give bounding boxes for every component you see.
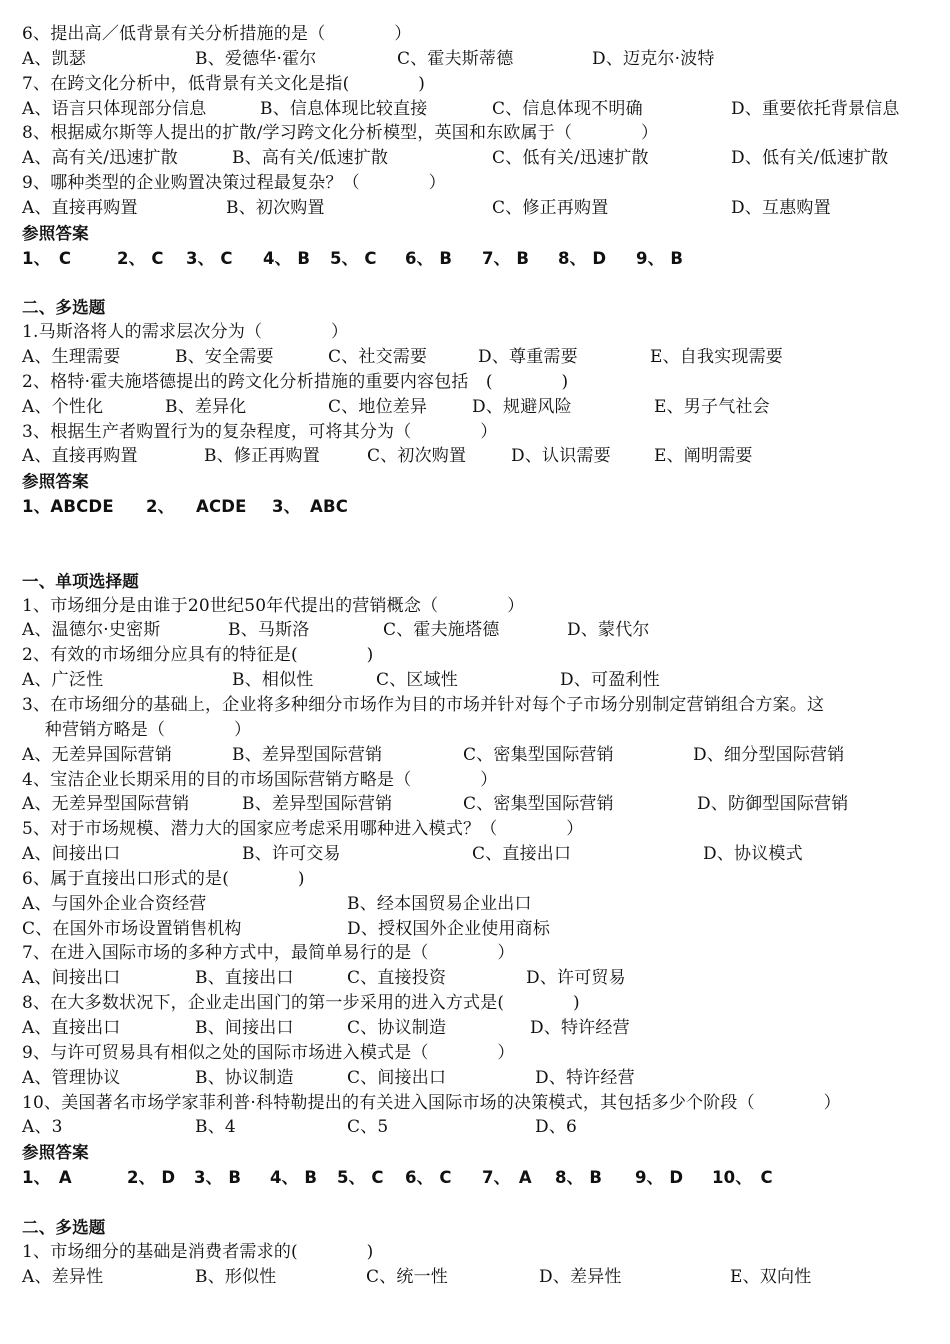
option-text: A、温德尔·史密斯 xyxy=(22,620,161,641)
option-text: D、细分型国际营销 xyxy=(693,744,845,765)
options-line xyxy=(0,743,950,768)
options-line xyxy=(0,345,950,370)
answer-key-line xyxy=(0,246,950,271)
answer-item: 2、 C xyxy=(117,248,164,268)
option-text: D、许可贸易 xyxy=(526,968,626,989)
option-text: A、间接出口 xyxy=(22,844,121,865)
answer-item: 10、 C xyxy=(712,1168,773,1188)
question-line xyxy=(0,1091,950,1116)
option-text: C、密集型国际营销 xyxy=(463,794,614,815)
question-line xyxy=(0,718,950,743)
option-text: C、霍夫施塔德 xyxy=(383,620,500,641)
answer-item: 5、 C xyxy=(330,248,377,268)
answer-item: 2、 D xyxy=(127,1168,176,1188)
option-text: C、直接出口 xyxy=(472,844,572,865)
question-line xyxy=(0,867,950,892)
question-line xyxy=(0,643,950,668)
options-line xyxy=(0,1115,950,1140)
options-line xyxy=(0,842,950,867)
option-text: C、统一性 xyxy=(366,1266,449,1287)
question-line xyxy=(0,1240,950,1265)
option-text: E、阐明需要 xyxy=(654,446,753,467)
question-text: 9、哪种类型的企业购置决策过程最复杂？（ ） xyxy=(22,173,446,194)
answer-item: 1、ABCDE xyxy=(22,497,114,517)
option-text: A、语言只体现部分信息 xyxy=(22,98,207,119)
answer-item: 7、 B xyxy=(482,248,530,268)
question-line xyxy=(0,693,950,718)
option-text: B、差异化 xyxy=(165,396,247,417)
options-line xyxy=(0,146,950,171)
options-line xyxy=(0,1066,950,1091)
options-line xyxy=(0,668,950,693)
option-text: C、低有关/迅速扩散 xyxy=(492,148,649,169)
option-text: D、尊重需要 xyxy=(478,347,578,368)
option-text: B、差异型国际营销 xyxy=(242,794,393,815)
heading-text: 一、单项选择题 xyxy=(22,571,139,591)
question-text: 3、在市场细分的基础上，企业将多种细分市场作为目的市场并针对每个子市场分别制定营销组合方案。这 xyxy=(22,694,825,715)
option-text: A、生理需要 xyxy=(22,347,121,368)
option-text: B、马斯洛 xyxy=(228,620,310,641)
option-text: B、爱德华·霍尔 xyxy=(195,48,317,69)
section-heading xyxy=(0,569,950,594)
question-text: 10、美国著名市场学家菲利普·科特勒提出的有关进入国际市场的决策模式，其包括多少个阶段（ ） xyxy=(22,1092,841,1113)
option-text: A、无差异型国际营销 xyxy=(22,794,190,815)
question-line xyxy=(0,991,950,1016)
answer-item: 8、 D xyxy=(558,248,607,268)
option-text: B、初次购置 xyxy=(226,197,325,218)
options-line xyxy=(0,1265,950,1290)
option-text: E、自我实现需要 xyxy=(650,347,784,368)
options-line xyxy=(0,1016,950,1041)
question-text: 7、在跨文化分析中，低背景有关文化是指( ) xyxy=(22,73,426,94)
blank-line xyxy=(0,1190,950,1215)
option-text: A、与国外企业合资经营 xyxy=(22,893,207,914)
option-text: A、直接出口 xyxy=(22,1018,121,1038)
option-text: B、协议制造 xyxy=(195,1067,294,1088)
option-text: A、高有关/迅速扩散 xyxy=(22,148,179,169)
blank-line xyxy=(0,271,950,296)
section-heading xyxy=(0,1215,950,1240)
question-text: 4、宝洁企业长期采用的目的市场国际营销方略是（ ） xyxy=(22,769,498,790)
question-line xyxy=(0,72,950,97)
question-line xyxy=(0,768,950,793)
answer-item: 1、 A xyxy=(22,1168,72,1188)
option-text: C、社交需要 xyxy=(328,347,428,368)
option-text: C、协议制造 xyxy=(347,1018,447,1038)
option-text: D、差异性 xyxy=(539,1266,622,1287)
option-text: D、认识需要 xyxy=(511,446,611,467)
options-line xyxy=(0,97,950,122)
option-text: C、间接出口 xyxy=(347,1067,447,1088)
question-text: 8、根据威尔斯等人提出的扩散/学习跨文化分析模型，英国和东欧属于（ ） xyxy=(22,123,659,144)
answer-item: 3、 C xyxy=(186,248,233,268)
option-text: A、无差异国际营销 xyxy=(22,744,173,765)
option-text: C、5 xyxy=(347,1117,389,1138)
answer-item: 6、 B xyxy=(405,248,453,268)
option-text: C、在国外市场设置销售机构 xyxy=(22,918,242,939)
blank-line xyxy=(0,519,950,544)
section-heading xyxy=(0,1140,950,1165)
option-text: D、6 xyxy=(535,1117,578,1138)
question-text: 1、市场细分的基础是消费者需求的( ) xyxy=(22,1241,374,1262)
option-text: B、修正再购置 xyxy=(204,446,320,467)
answer-item: 4、 B xyxy=(263,248,311,268)
question-text: 6、属于直接出口形式的是( ) xyxy=(22,868,305,889)
option-text: D、重要依托背景信息 xyxy=(731,98,900,119)
options-line xyxy=(0,395,950,420)
answer-item: ABC xyxy=(310,497,349,517)
option-text: E、男子气社会 xyxy=(654,396,770,417)
answer-item: 8、 B xyxy=(555,1168,603,1188)
options-line xyxy=(0,196,950,221)
heading-text: 参照答案 xyxy=(22,472,89,492)
option-text: B、差异型国际营销 xyxy=(232,744,383,765)
question-line xyxy=(0,594,950,619)
option-text: D、防御型国际营销 xyxy=(697,794,849,815)
question-text: 1.马斯洛将人的需求层次分为（ ） xyxy=(22,322,349,343)
question-line xyxy=(0,941,950,966)
answer-item: 7、 A xyxy=(482,1168,532,1188)
options-line xyxy=(0,444,950,469)
question-text: 5、对于市场规模、潜力大的国家应考虑采用哪种进入模式？（ ） xyxy=(22,819,584,840)
option-text: D、授权国外企业使用商标 xyxy=(347,918,551,939)
option-text: A、直接再购置 xyxy=(22,446,138,467)
answer-item: 5、 C xyxy=(337,1168,384,1188)
option-text: B、许可交易 xyxy=(242,844,341,865)
option-text: D、特许经营 xyxy=(535,1067,635,1088)
options-line xyxy=(0,966,950,991)
answer-item: 6、 C xyxy=(405,1168,452,1188)
option-text: A、凯瑟 xyxy=(22,48,87,69)
option-text: B、直接出口 xyxy=(195,968,294,989)
answer-item: 3、 xyxy=(272,497,301,517)
question-text: 8、在大多数状况下，企业走出国门的第一步采用的进入方式是( ) xyxy=(22,993,580,1014)
question-line xyxy=(0,22,950,47)
question-line xyxy=(0,370,950,395)
heading-text: 二、多选题 xyxy=(22,298,106,318)
question-text: 2、格特·霍夫施塔德提出的跨文化分析措施的重要内容包括 ( ) xyxy=(22,371,569,392)
option-text: B、经本国贸易企业出口 xyxy=(347,893,532,914)
option-text: D、规避风险 xyxy=(472,396,572,417)
question-text: 1、市场细分是由谁于20世纪50年代提出的营销概念（ ） xyxy=(22,595,525,616)
option-text: D、蒙代尔 xyxy=(567,620,650,641)
answer-item: 3、 B xyxy=(194,1168,242,1188)
heading-text: 参照答案 xyxy=(22,1143,89,1163)
option-text: C、直接投资 xyxy=(347,968,447,989)
options-line xyxy=(0,917,950,942)
question-text: 种营销方略是（ ） xyxy=(22,719,252,740)
question-line xyxy=(0,121,950,146)
heading-text: 参照答案 xyxy=(22,223,89,243)
option-text: C、初次购置 xyxy=(367,446,467,467)
option-text: C、区域性 xyxy=(376,670,459,691)
answer-item: 1、 C xyxy=(22,248,72,268)
answer-item: 9、 D xyxy=(635,1168,684,1188)
question-text: 9、与许可贸易具有相似之处的国际市场进入模式是（ ） xyxy=(22,1042,515,1063)
option-text: C、地位差异 xyxy=(328,396,428,417)
option-text: B、4 xyxy=(195,1117,236,1138)
question-line xyxy=(0,1041,950,1066)
blank-line xyxy=(0,544,950,569)
option-text: D、低有关/低速扩散 xyxy=(731,148,889,169)
option-text: B、安全需要 xyxy=(175,347,274,368)
option-text: D、互惠购置 xyxy=(731,197,831,218)
options-line xyxy=(0,618,950,643)
answer-item: 2、 xyxy=(146,497,175,517)
answer-key-line xyxy=(0,1165,950,1190)
option-text: A、差异性 xyxy=(22,1266,104,1287)
options-line xyxy=(0,892,950,917)
option-text: B、信息体现比较直接 xyxy=(260,98,428,119)
question-line xyxy=(0,817,950,842)
option-text: D、可盈利性 xyxy=(560,670,660,691)
question-text: 2、有效的市场细分应具有的特征是( ) xyxy=(22,645,374,666)
options-line xyxy=(0,792,950,817)
answer-item: 9、 B xyxy=(636,248,684,268)
option-text: B、间接出口 xyxy=(195,1018,294,1038)
section-heading xyxy=(0,469,950,494)
question-line xyxy=(0,320,950,345)
question-line xyxy=(0,420,950,445)
option-text: D、迈克尔·波特 xyxy=(592,48,715,69)
option-text: B、形似性 xyxy=(195,1266,277,1287)
question-text: 6、提出高／低背景有关分析措施的是（ ） xyxy=(22,24,412,44)
answer-item: 4、 B xyxy=(270,1168,318,1188)
option-text: C、信息体现不明确 xyxy=(492,98,643,119)
answer-key-line xyxy=(0,494,950,519)
option-text: B、高有关/低速扩散 xyxy=(232,148,389,169)
option-text: C、修正再购置 xyxy=(492,197,609,218)
question-text: 3、根据生产者购置行为的复杂程度，可将其分为（ ） xyxy=(22,421,498,442)
option-text: C、密集型国际营销 xyxy=(463,744,614,765)
section-heading xyxy=(0,295,950,320)
question-line xyxy=(0,171,950,196)
answer-item: ACDE xyxy=(196,497,247,517)
question-text: 7、在进入国际市场的多种方式中，最简单易行的是（ ） xyxy=(22,943,515,964)
option-text: A、广泛性 xyxy=(22,670,104,691)
heading-text: 二、多选题 xyxy=(22,1217,106,1237)
option-text: A、直接再购置 xyxy=(22,197,138,218)
option-text: A、个性化 xyxy=(22,396,104,417)
options-line xyxy=(0,47,950,72)
option-text: A、管理协议 xyxy=(22,1067,121,1088)
option-text: B、相似性 xyxy=(232,670,314,691)
option-text: A、3 xyxy=(22,1117,63,1138)
option-text: C、霍夫斯蒂德 xyxy=(397,48,514,69)
option-text: D、协议模式 xyxy=(703,844,803,865)
option-text: E、双向性 xyxy=(730,1266,812,1287)
option-text: D、特许经营 xyxy=(530,1018,630,1038)
option-text: A、间接出口 xyxy=(22,968,121,989)
section-heading xyxy=(0,221,950,246)
